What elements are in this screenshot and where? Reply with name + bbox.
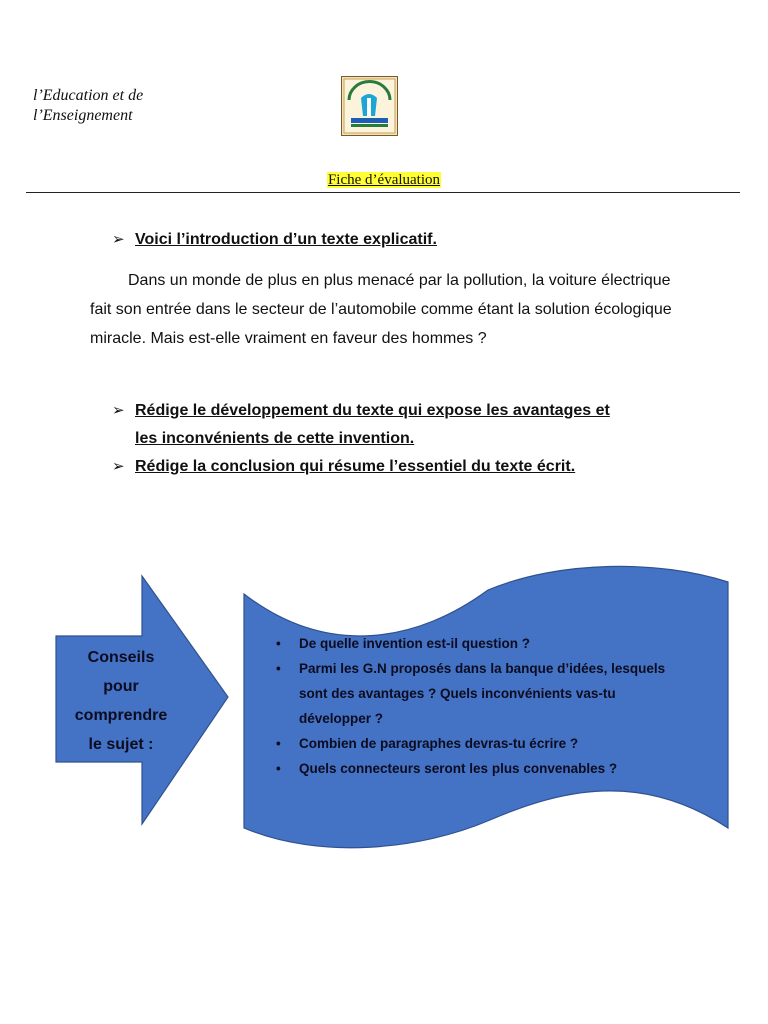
institution-line-1: l’Education et de xyxy=(33,87,144,104)
bullet-dot-icon: • xyxy=(276,736,281,751)
instruction-conclusion: ➢ Rédige la conclusion qui résume l’essentiel du texte écrit. xyxy=(112,453,575,481)
tip-item: • De quelle invention est-il question ? xyxy=(276,631,716,656)
tips-list xyxy=(276,631,716,781)
bullet-dot-icon: • xyxy=(276,661,281,676)
arrow-bullet-icon: ➢ xyxy=(112,402,125,419)
conseils-label: Conseils pour comprendre le sujet : xyxy=(74,649,168,753)
intro-bullet: ➢ Voici l’introduction d’un texte explicatif. xyxy=(112,226,437,254)
intro-paragraph: Dans un monde de plus en plus menacé par la pollution, la voiture électrique fait son entrée dans le secteur de l’automobile comme étant la solution écologique miracle. Mais est-elle vraiment en faveur des hommes ? xyxy=(90,272,672,347)
institution-line-2: l’Enseignement xyxy=(33,107,133,124)
arrow-bullet-icon: ➢ xyxy=(112,231,125,248)
tip-item: • Combien de paragraphes devras-tu écrire ? xyxy=(276,731,716,756)
page-title: Fiche d’évaluation xyxy=(327,172,441,188)
instruction-development: ➢ Rédige le développement du texte qui expose les avantages et les inconvénients de cette invention. xyxy=(112,397,610,453)
bullet-dot-icon: • xyxy=(276,636,281,651)
arrow-bullet-icon: ➢ xyxy=(112,458,125,475)
bullet-dot-icon: • xyxy=(276,761,281,776)
tip-item: • Parmi les G.N proposés dans la banque d’idées, lesquels sont des avantages ? Quels inconvénients vas-tu développer ? xyxy=(276,656,716,731)
tip-item: • Quels connecteurs seront les plus convenables ? xyxy=(276,756,716,781)
